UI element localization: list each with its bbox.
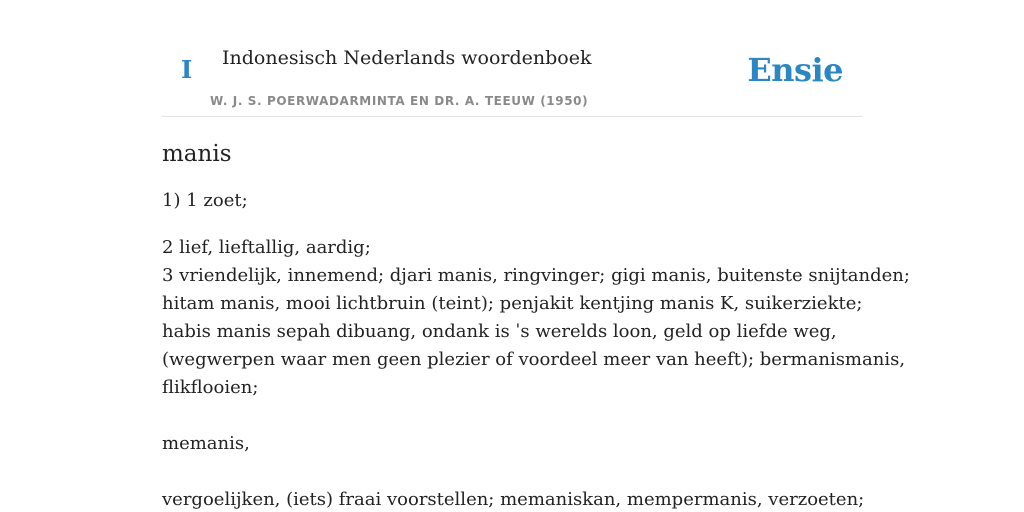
definition-line: 2 lief, lieftallig, aardig; <box>162 237 371 258</box>
paragraph-gap <box>162 402 862 430</box>
definition-line: 3 vriendelijk, innemend; djari manis, ringvinger; gigi manis, buitenste snijtanden; <box>162 265 910 286</box>
definition-line: habis manis sepah dibuang, ondank is ˈs werelds loon, geld op liefde weg, <box>162 321 837 342</box>
dictionary-authors: W. J. S. POERWADARMINTA EN DR. A. TEEUW (1950) <box>210 94 589 108</box>
entry-headword: manis <box>162 141 232 167</box>
letter-index-link[interactable]: I <box>181 55 193 84</box>
ensie-logo-link[interactable]: Ensie <box>747 51 843 89</box>
entry-content <box>162 138 910 512</box>
definition-line: hitam manis, mooi lichtbruin (teint); penjakit kentjing manis K, suikerziekte; <box>162 293 863 314</box>
dictionary-title-link[interactable]: Indonesisch Nederlands woordenboek <box>222 47 592 69</box>
sub-headword: memanis, <box>162 433 250 454</box>
definition-sense-1: 1) 1 zoet; <box>162 190 248 211</box>
definition-body <box>162 234 910 512</box>
paragraph-gap <box>162 458 862 486</box>
definition-line: (wegwerpen waar men geen plezier of voordeel meer van heeft); bermanismanis, <box>162 349 906 370</box>
definition-line: flikflooien; <box>162 377 259 398</box>
definition-line: vergoelijken, (iets) fraai voorstellen; memaniskan, mempermanis, verzoeten; <box>162 489 865 510</box>
dictionary-header <box>162 0 862 117</box>
